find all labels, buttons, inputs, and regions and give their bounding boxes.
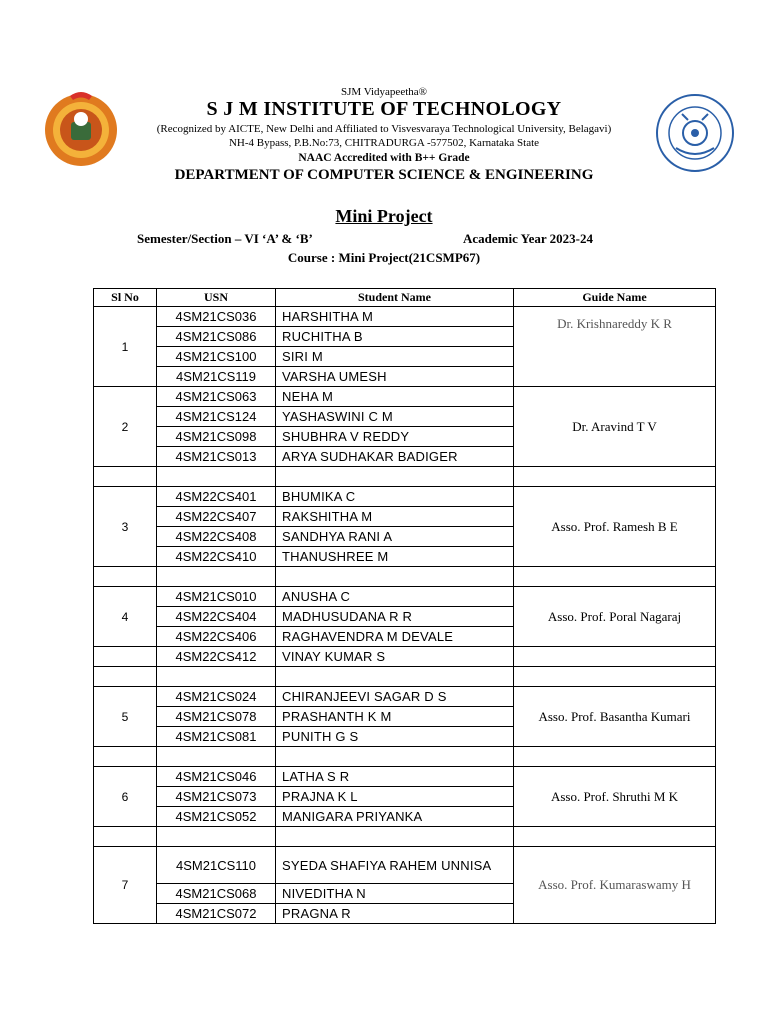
usn-cell: 4SM22CS408 (157, 527, 276, 547)
usn-cell: 4SM21CS068 (157, 884, 276, 904)
course-name: Course : Mini Project(21CSMP67) (287, 250, 481, 265)
institute-name: S J M INSTITUTE OF TECHNOLOGY (206, 98, 562, 120)
usn-cell: 4SM22CS406 (157, 627, 276, 647)
accreditation-text: NAAC Accredited with B++ Grade (298, 152, 470, 164)
usn-cell: 4SM21CS013 (157, 447, 276, 467)
table-row (94, 687, 716, 707)
usn-cell: 4SM21CS046 (157, 767, 276, 787)
student-name-cell: RAKSHITHA M (276, 507, 514, 527)
student-name-cell: RAGHAVENDRA M DEVALE (276, 627, 514, 647)
table-row (94, 307, 716, 327)
sjmit-seal-icon (654, 92, 736, 174)
student-name-cell: NEHA M (276, 387, 514, 407)
student-name-cell: RUCHITHA B (276, 327, 514, 347)
usn-cell: 4SM21CS010 (157, 587, 276, 607)
usn-cell: 4SM22CS410 (157, 547, 276, 567)
student-name-cell: ANUSHA C (276, 587, 514, 607)
usn-cell: 4SM21CS052 (157, 807, 276, 827)
document-header (0, 0, 768, 200)
recognition-text: (Recognized by AICTE, New Delhi and Affiliated to Visvesvaraya Technological University, Belagavi) (156, 123, 612, 135)
document-title: Mini Project (335, 206, 433, 226)
student-name-cell: SYEDA SHAFIYA RAHEM UNNISA (276, 847, 514, 884)
table-row (94, 847, 716, 884)
student-name-cell: MADHUSUDANA R R (276, 607, 514, 627)
student-name-cell: HARSHITHA M (276, 307, 514, 327)
student-name-cell: ARYA SUDHAKAR BADIGER (276, 447, 514, 467)
sl-no-cell: 6 (94, 767, 157, 827)
student-name-cell: SANDHYA RANI A (276, 527, 514, 547)
sl-no-cell (94, 647, 157, 667)
student-name-cell: PUNITH G S (276, 727, 514, 747)
usn-cell: 4SM22CS404 (157, 607, 276, 627)
department-name: DEPARTMENT OF COMPUTER SCIENCE & ENGINEERING (174, 167, 594, 183)
student-name-cell: BHUMIKA C (276, 487, 514, 507)
student-name-cell: MANIGARA PRIYANKA (276, 807, 514, 827)
header-sl-no: Sl No (94, 289, 157, 307)
usn-cell: 4SM21CS124 (157, 407, 276, 427)
guide-name-cell: Asso. Prof. Basantha Kumari (514, 687, 716, 747)
table-row (94, 387, 716, 407)
academic-year: Academic Year 2023-24 (463, 231, 593, 246)
sl-no-cell: 2 (94, 387, 157, 467)
student-name-cell: NIVEDITHA N (276, 884, 514, 904)
spacer-row (94, 567, 716, 587)
usn-cell: 4SM22CS401 (157, 487, 276, 507)
student-name-cell: THANUSHREE M (276, 547, 514, 567)
usn-cell: 4SM21CS098 (157, 427, 276, 447)
organization-name: SJM Vidyapeetha® (340, 86, 427, 98)
usn-cell: 4SM22CS407 (157, 507, 276, 527)
sl-no-cell: 5 (94, 687, 157, 747)
institute-address: NH-4 Bypass, P.B.No:73, CHITRADURGA -577502, Karnataka State (228, 137, 540, 149)
usn-cell: 4SM21CS100 (157, 347, 276, 367)
table-row (94, 767, 716, 787)
sl-no-cell: 1 (94, 307, 157, 387)
table-row (94, 647, 716, 667)
student-name-cell: SIRI M (276, 347, 514, 367)
student-name-cell: CHIRANJEEVI SAGAR D S (276, 687, 514, 707)
usn-cell: 4SM21CS063 (157, 387, 276, 407)
guide-name-cell: Asso. Prof. Kumaraswamy H (514, 847, 716, 924)
guide-name-cell: Dr. Krishnareddy K R (514, 307, 716, 387)
usn-cell: 4SM21CS072 (157, 904, 276, 924)
usn-cell: 4SM21CS073 (157, 787, 276, 807)
student-name-cell: VARSHA UMESH (276, 367, 514, 387)
guide-name-cell: Asso. Prof. Poral Nagaraj (514, 587, 716, 647)
usn-cell: 4SM21CS086 (157, 327, 276, 347)
semester-section: Semester/Section – VI ‘A’ & ‘B’ (137, 231, 313, 246)
header-student-name: Student Name (276, 289, 514, 307)
student-name-cell: YASHASWINI C M (276, 407, 514, 427)
spacer-row (94, 747, 716, 767)
student-name-cell: SHUBHRA V REDDY (276, 427, 514, 447)
table-header-row (94, 289, 716, 307)
table-row (94, 487, 716, 507)
student-name-cell: PRAJNA K L (276, 787, 514, 807)
sl-no-cell: 7 (94, 847, 157, 924)
usn-cell: 4SM21CS119 (157, 367, 276, 387)
header-usn: USN (157, 289, 276, 307)
project-allocation-table (93, 288, 716, 924)
usn-cell: 4SM21CS110 (157, 847, 276, 884)
sl-no-cell: 3 (94, 487, 157, 567)
table-row (94, 587, 716, 607)
student-name-cell: PRAGNA R (276, 904, 514, 924)
usn-cell: 4SM21CS024 (157, 687, 276, 707)
header-guide-name: Guide Name (514, 289, 716, 307)
sl-no-cell: 4 (94, 587, 157, 647)
guide-name-cell (514, 647, 716, 667)
usn-cell: 4SM22CS412 (157, 647, 276, 667)
spacer-row (94, 827, 716, 847)
usn-cell: 4SM21CS081 (157, 727, 276, 747)
student-name-cell: LATHA S R (276, 767, 514, 787)
usn-cell: 4SM21CS036 (157, 307, 276, 327)
student-name-cell: VINAY KUMAR S (276, 647, 514, 667)
spacer-row (94, 467, 716, 487)
guide-name-cell: Dr. Aravind T V (514, 387, 716, 467)
guide-name-cell: Asso. Prof. Shruthi M K (514, 767, 716, 827)
spacer-row (94, 667, 716, 687)
student-name-cell: PRASHANTH K M (276, 707, 514, 727)
usn-cell: 4SM21CS078 (157, 707, 276, 727)
guide-name-cell: Asso. Prof. Ramesh B E (514, 487, 716, 567)
